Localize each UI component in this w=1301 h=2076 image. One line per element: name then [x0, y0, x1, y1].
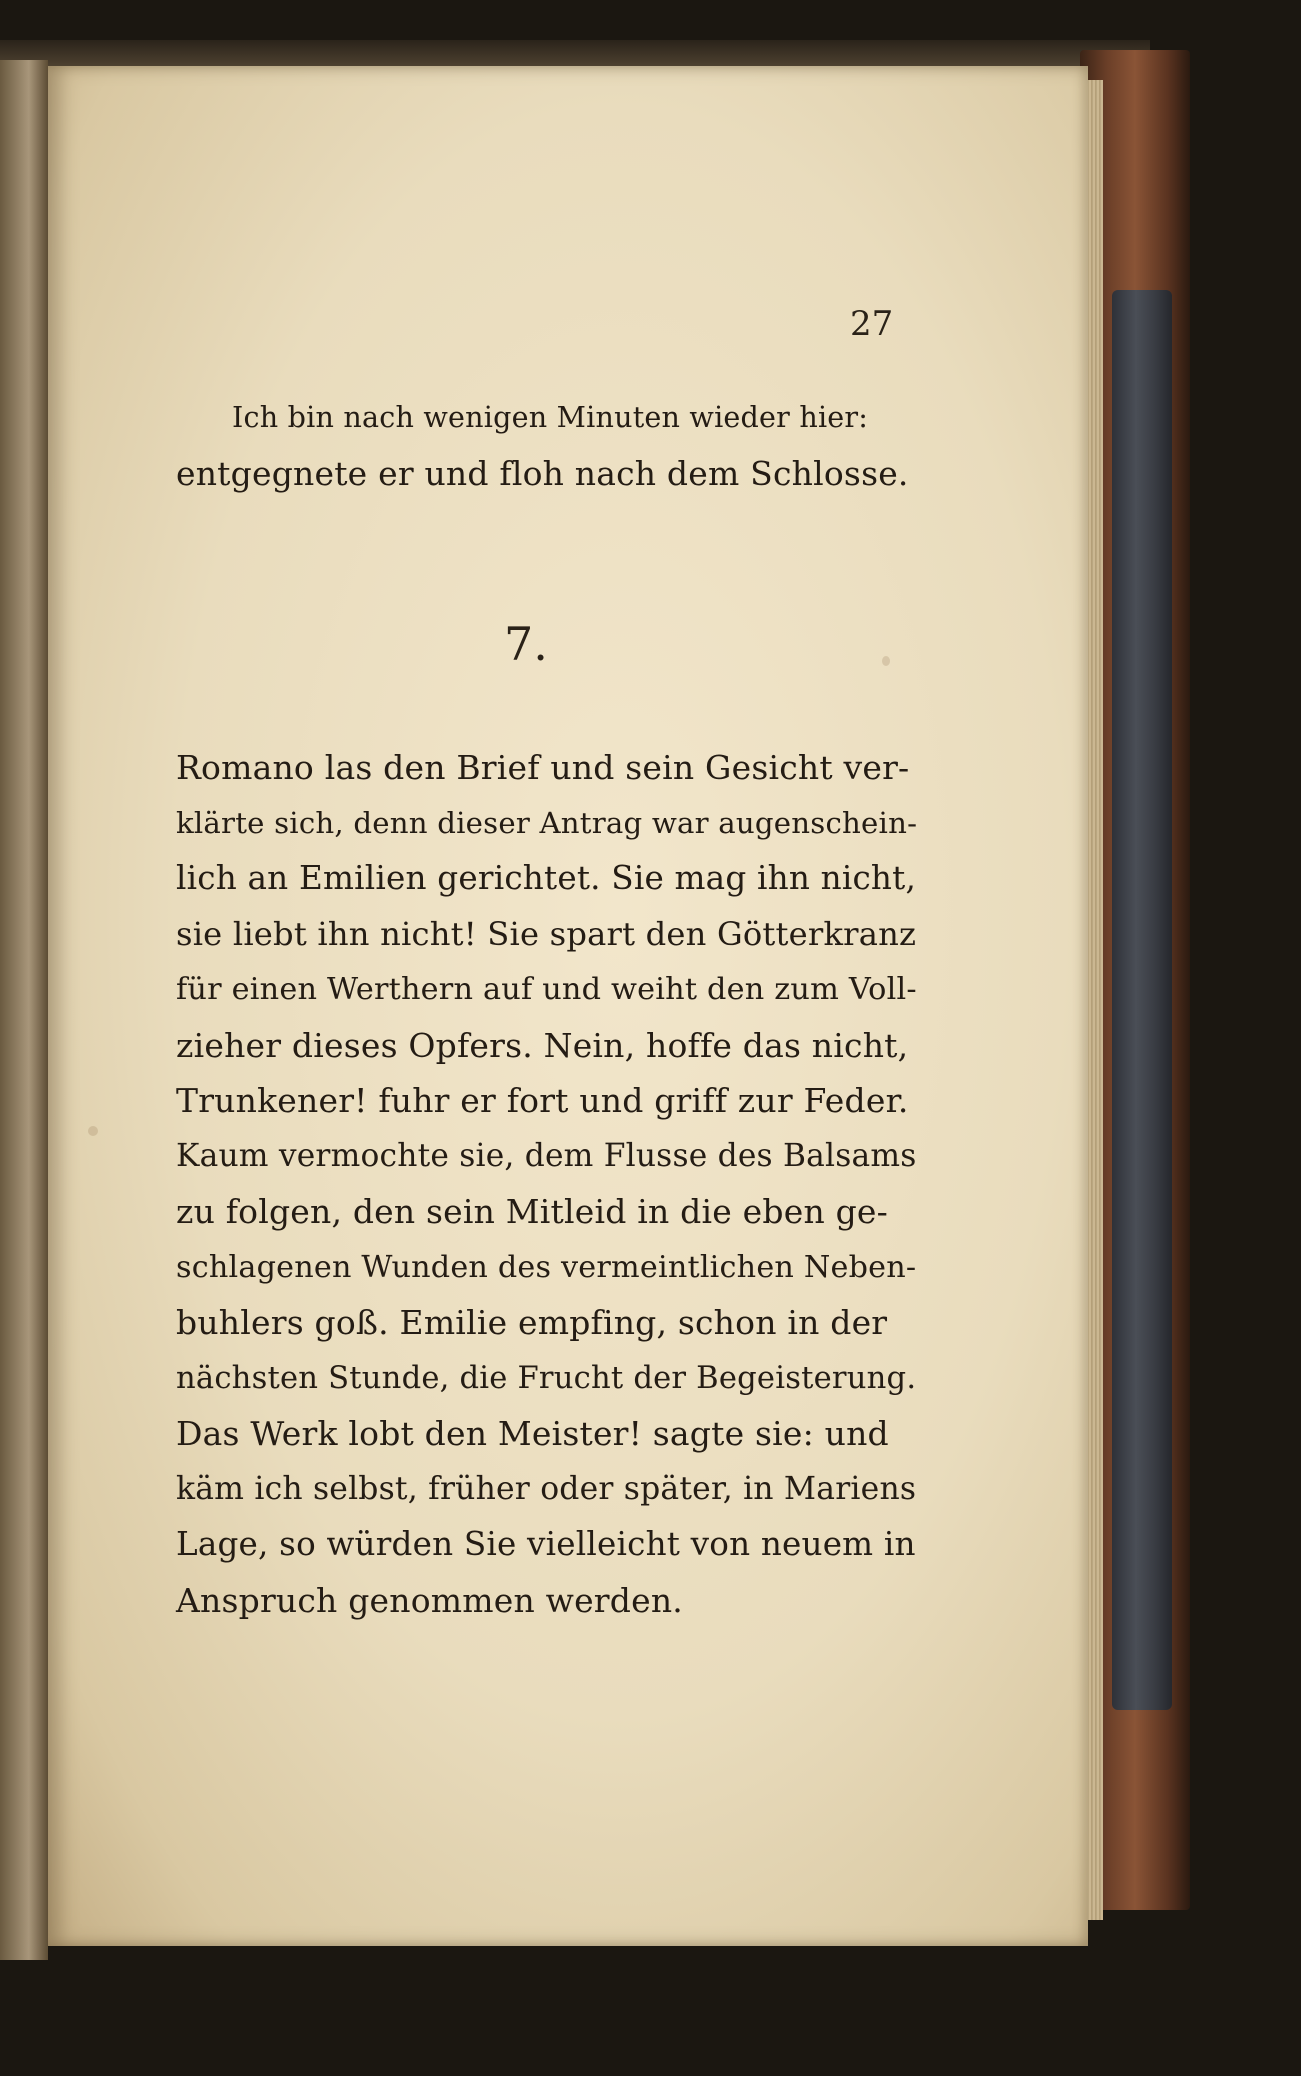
- text-line: nächsten Stunde, die Frucht der Begeisterung.: [176, 1360, 917, 1396]
- ink-spot: [88, 1126, 98, 1136]
- text-line: Kaum vermochte sie, dem Flusse des Balsams: [176, 1137, 917, 1174]
- text-line: sie liebt ihn nicht! Sie spart den Götterkranz: [176, 914, 917, 953]
- text-line: Das Werk lobt den Meister! sagte sie: und: [176, 1414, 889, 1453]
- text-line: Romano las den Brief und sein Gesicht ver-: [176, 748, 910, 787]
- text-line: für einen Werthern auf und weiht den zum Voll-: [176, 972, 917, 1007]
- text-line: Anspruch genommen werden.: [176, 1580, 683, 1620]
- text-line: Ich bin nach wenigen Minuten wieder hier:: [232, 400, 869, 434]
- text-line: Trunkener! fuhr er fort und griff zur Feder.: [176, 1081, 909, 1120]
- text-line: lich an Emilien gerichtet. Sie mag ihn nicht,: [176, 859, 917, 897]
- text-line: zu folgen, den sein Mitleid in die eben ge-: [176, 1192, 888, 1231]
- text-line: entgegnete er und floh nach dem Schlosse.: [176, 453, 909, 493]
- text-line: klärte sich, denn dieser Antrag war augenschein-: [176, 805, 918, 840]
- ink-spot: [882, 656, 890, 666]
- cover-spine-patch: [1112, 290, 1172, 1710]
- text-block-top: [176, 390, 916, 501]
- page-number: 27: [850, 304, 894, 344]
- left-page-edge: [0, 60, 48, 1960]
- text-line: buhlers goß. Emilie empfing, schon in der: [176, 1303, 888, 1342]
- text-line: schlagenen Wunden des vermeintlichen Neben-: [176, 1249, 917, 1285]
- section-number: 7.: [504, 617, 548, 671]
- text-line: zieher dieses Opfers. Nein, hoffe das nicht,: [176, 1025, 909, 1065]
- text-block-main: [176, 740, 916, 1628]
- text-line: Lage, so würden Sie vielleicht von neuem in: [176, 1525, 916, 1563]
- text-line: käm ich selbst, früher oder später, in Mariens: [176, 1470, 917, 1507]
